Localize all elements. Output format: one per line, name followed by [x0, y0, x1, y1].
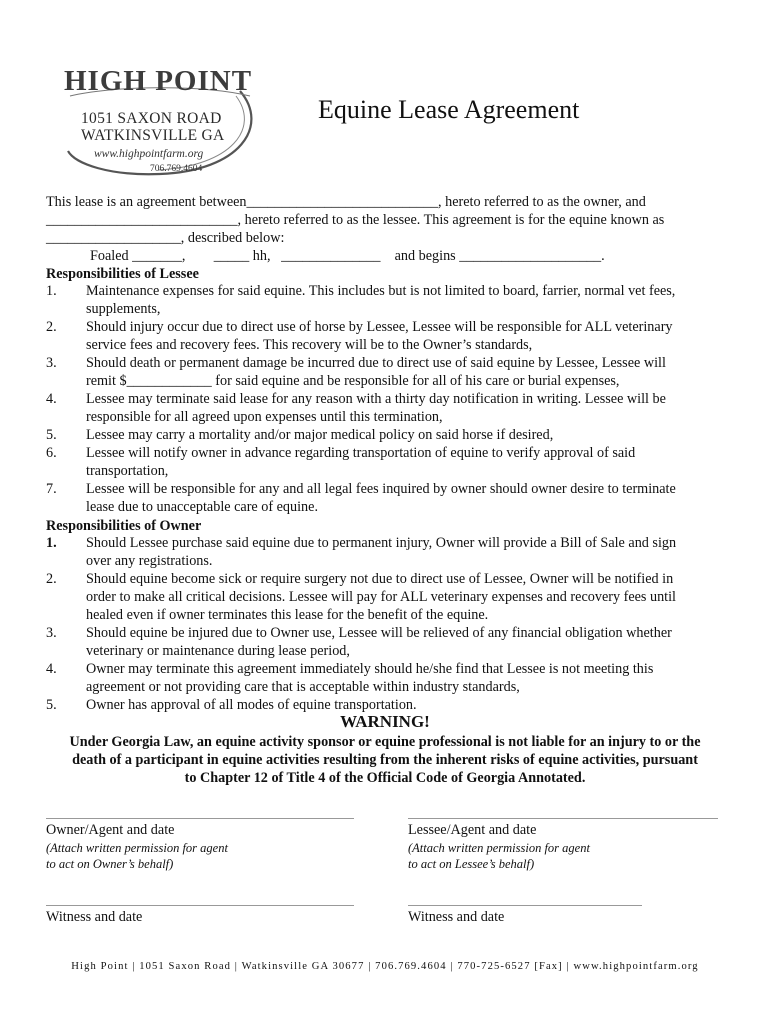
witness2-signature-line[interactable]: [408, 905, 642, 906]
warning-line-1: Under Georgia Law, an equine activity sponsor or equine professional is not liable for an injury to or the: [69, 734, 701, 750]
lessee-signature-label: Lessee/Agent and date: [408, 822, 537, 838]
owner-item-text: over any registrations.: [86, 553, 213, 569]
lessee-item-text: Should death or permanent damage be incurred due to direct use of said equine by Lessee, Lessee will: [86, 355, 666, 371]
lessee-item-number: 5.: [46, 427, 57, 443]
lessee-item-number: 3.: [46, 355, 57, 371]
lessee-item-text: supplements,: [86, 301, 161, 317]
page-footer: High Point | 1051 Saxon Road | Watkinsville GA 30677 | 706.769.4604 | 770-725-6527 [Fax] | www.highpointfarm.org: [71, 961, 699, 972]
owner-agent-note: (Attach written permission for agent: [46, 841, 228, 855]
owner-item-text: healed even if owner terminates this lease for the benefit of the equine.: [86, 607, 489, 623]
high-point-logo: [50, 56, 260, 196]
owner-item-text: Should Lessee purchase said equine due to permanent injury, Owner will provide a Bill of Sale and sign: [86, 535, 677, 551]
owner-item-number: 3.: [46, 625, 57, 641]
owner-item-text: Owner has approval of all modes of equine transportation.: [86, 697, 417, 713]
owner-item-number: 5.: [46, 697, 57, 713]
lessee-item-text: Lessee will be responsible for any and all legal fees inquired by owner should owner desire to terminate: [86, 481, 676, 497]
owner-item-text: veterinary or maintenance during lease period,: [86, 643, 350, 659]
owner-signature-label: Owner/Agent and date: [46, 822, 175, 838]
owner-item-text: order to make all critical decisions. Lessee will pay for ALL veterinary expenses and recovery fees until: [86, 589, 676, 605]
intro-line-1: This lease is an agreement between___________________________, hereto referred to as the owner, and: [46, 194, 646, 210]
owner-section-heading: Responsibilities of Owner: [46, 518, 202, 534]
lessee-item-text: transportation,: [86, 463, 169, 479]
lessee-item-number: 2.: [46, 319, 57, 335]
logo-address-line2: WATKINSVILLE GA: [81, 127, 225, 144]
lessee-item-number: 4.: [46, 391, 57, 407]
lessee-item-text: Lessee may terminate said lease for any reason with a thirty day notification in writing. Lessee will be: [86, 391, 666, 407]
logo-website: www.highpointfarm.org: [94, 148, 204, 160]
lessee-agent-note: (Attach written permission for agent: [408, 841, 590, 855]
owner-item-text: agreement or not providing care that is acceptable within industry standards,: [86, 679, 520, 695]
warning-title: WARNING!: [340, 712, 430, 731]
logo-phone: 706.769.4604: [150, 164, 203, 174]
lessee-section-heading: Responsibilities of Lessee: [46, 266, 199, 282]
warning-line-3: to Chapter 12 of Title 4 of the Official Code of Georgia Annotated.: [184, 770, 586, 786]
witness1-signature-line[interactable]: [46, 905, 354, 906]
lessee-item-number: 7.: [46, 481, 57, 497]
lessee-item-number: 1.: [46, 283, 57, 299]
witness2-signature-label: Witness and date: [408, 909, 505, 925]
owner-item-number: 2.: [46, 571, 57, 587]
warning-line-2: death of a participant in equine activities resulting from the inherent risks of equine activities, pursuant: [72, 752, 698, 768]
lessee-item-text: Maintenance expenses for said equine. This includes but is not limited to board, farrier, normal vet fees,: [86, 283, 676, 299]
lessee-signature-line[interactable]: [408, 818, 718, 819]
intro-line-4: Foaled _______, _____ hh, ______________ and begins ____________________.: [90, 248, 605, 264]
owner-item-number: 1.: [46, 535, 57, 551]
owner-item-text: Owner may terminate this agreement immediately should he/she find that Lessee is not meeting this: [86, 661, 654, 677]
intro-line-2: ___________________________, hereto referred to as the lessee. This agreement is for the equine known as: [46, 212, 665, 228]
lessee-item-text: Lessee may carry a mortality and/or major medical policy on said horse if desired,: [86, 427, 554, 443]
lessee-item-text: lease due to unacceptable care of equine.: [86, 499, 318, 515]
lessee-item-text: remit $____________ for said equine and be responsible for all of his care or burial expenses,: [86, 373, 620, 389]
owner-item-text: Should equine be injured due to Owner use, Lessee will be relieved of any financial obligation whether: [86, 625, 672, 641]
owner-item-text: Should equine become sick or require surgery not due to direct use of Lessee, Owner will be notified in: [86, 571, 674, 587]
intro-line-3: ___________________, described below:: [46, 230, 285, 246]
owner-agent-note: to act on Owner’s behalf): [46, 857, 174, 871]
owner-signature-line[interactable]: [46, 818, 354, 819]
document-title: Equine Lease Agreement: [318, 95, 580, 124]
lessee-item-text: service fees and recovery fees. This recovery will be to the Owner’s standards,: [86, 337, 533, 353]
owner-item-number: 4.: [46, 661, 57, 677]
lessee-item-number: 6.: [46, 445, 57, 461]
witness1-signature-label: Witness and date: [46, 909, 143, 925]
lessee-agent-note: to act on Lessee’s behalf): [408, 857, 535, 871]
logo-address-line1: 1051 SAXON ROAD: [81, 110, 222, 127]
lessee-item-text: responsible for all agreed upon expenses until this termination,: [86, 409, 443, 425]
lessee-item-text: Should injury occur due to direct use of horse by Lessee, Lessee will be responsible for ALL veterinary: [86, 319, 673, 335]
lessee-item-text: Lessee will notify owner in advance regarding transportation of equine to verify approval of said: [86, 445, 636, 461]
logo-title: HIGH POINT: [64, 65, 253, 97]
